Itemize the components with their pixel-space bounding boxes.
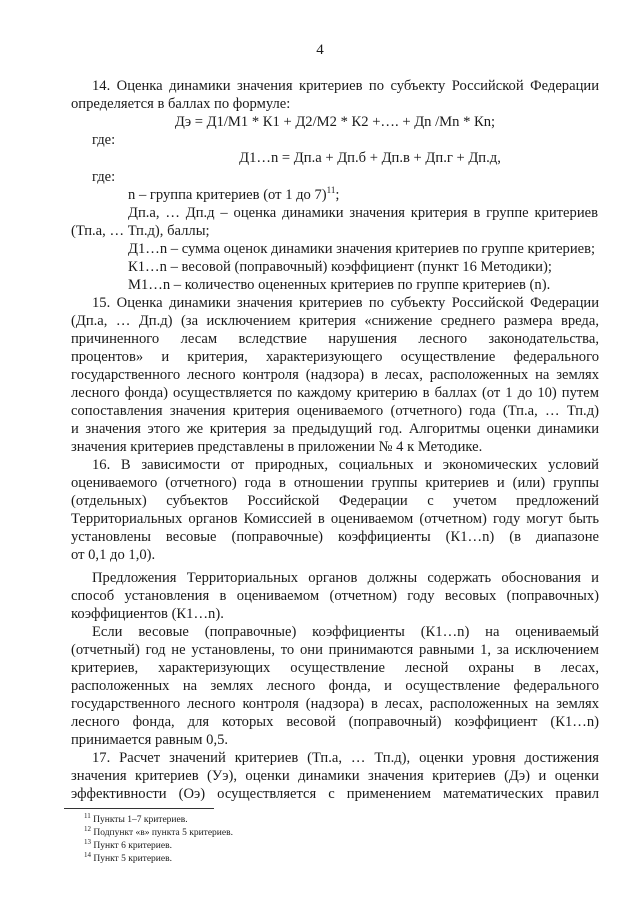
definition-d-pa-cont: (Тп.а, … Тп.д), баллы; bbox=[71, 223, 210, 239]
p15-line-9: значения критериев представлены в приложении № 4 к Методике. bbox=[71, 439, 483, 455]
p16b-line-1: Предложения Территориальных органов должны содержать обоснования и bbox=[92, 570, 599, 586]
p14-line-1: 14. Оценка динамики значения критериев по субъекту Российской Федерации bbox=[92, 78, 599, 94]
footnote-14: $^{14}$ Пункт 5 критериев. bbox=[84, 850, 172, 864]
p16c-line-4: расположенных на землях лесного фонда, и осуществление федерального bbox=[71, 678, 599, 694]
p16-line-4: Территориальных органов Комиссией в оцениваемом (отчетном) году могут быть bbox=[71, 511, 599, 527]
definition-d-pa: Дп.а, … Дп.д – оценка динамики значения критерия в группе критериев bbox=[128, 205, 598, 221]
p16-line-6: от 0,1 до 1,0). bbox=[71, 547, 156, 563]
p15-line-5: государственного лесного контроля (надзора) в лесах, расположенных на землях bbox=[71, 367, 599, 383]
p16c-line-3: критериев, характеризующих осуществление лесной охраны в лесах, bbox=[71, 660, 599, 676]
definition-d-sum: Д1…n – сумма оценок динамики значения критериев по группе критериев; bbox=[128, 241, 596, 257]
p16-line-2: оцениваемого (отчетного) года в отношении группы критериев и (или) группы bbox=[71, 475, 599, 491]
footnote-13: $^{13}$ Пункт 6 критериев. bbox=[84, 837, 172, 851]
p16c-line-2: (отчетный) год не установлены, то они принимаются равными 1, за исключением bbox=[71, 642, 599, 658]
footnote-11: $^{11}$ Пункты 1–7 критериев. bbox=[84, 811, 188, 825]
p16c-line-7: принимается равным 0,5. bbox=[71, 732, 229, 748]
p16-line-3: (отдельных) субъектов Российской Федерации с учетом предложений bbox=[71, 493, 599, 509]
p15-line-2: (Дп.а, … Дп.д) (за исключением критерия «снижение среднего размера вреда, bbox=[71, 313, 599, 329]
p15-line-4: процентов» и критерия, характеризующего осуществление федерального bbox=[71, 349, 599, 365]
definition-m: М1…n – количество оцененных критериев по группе критериев (n). bbox=[128, 277, 551, 293]
p15-line-3: причиненного лесам вследствие нарушения лесного законодательства, bbox=[71, 331, 599, 347]
p16-line-1: 16. В зависимости от природных, социальных и экономических условий bbox=[92, 457, 599, 473]
p17-line-1: 17. Расчет значений критериев (Тп.а, … Тп.д), оценки уровня достижения bbox=[92, 750, 599, 766]
p17-line-2: значения критериев (Уэ), оценки динамики значения критериев (Дэ) и оценки bbox=[71, 768, 599, 784]
definition-n: n – группа критериев (от 1 до 7)$^{11}$; bbox=[128, 185, 340, 203]
where-label-2: где: bbox=[92, 169, 116, 185]
p15-line-7: сопоставления значения критерия оцениваемого (отчетного) года (Тп.а, … Тп.д) bbox=[71, 403, 599, 419]
p16-line-5: установлены весовые (поправочные) коэффициенты (К1…n) (в диапазоне bbox=[71, 529, 599, 545]
footnote-12: $^{12}$ Подпункт «в» пункта 5 критериев. bbox=[84, 824, 233, 838]
footnote-separator bbox=[64, 808, 214, 809]
p15-line-8: и значения этого же критерия за предыдущий год. Алгоритмы оценки динамики bbox=[71, 421, 599, 437]
p16c-line-1: Если весовые (поправочные) коэффициенты (К1…n) на оцениваемый bbox=[92, 624, 599, 640]
p16b-line-3: коэффициентов (К1…n). bbox=[71, 606, 224, 622]
footnote-ref-11: 11 bbox=[326, 185, 336, 196]
p15-line-6: лесного фонда) осуществляется по каждому критерию в баллах (от 1 до 10) путем bbox=[71, 385, 599, 401]
page-number: 4 bbox=[316, 42, 324, 58]
p16c-line-5: государственного лесного контроля (надзора) в лесах, расположенных на землях bbox=[71, 696, 599, 712]
p15-line-1: 15. Оценка динамики значения критериев по субъекту Российской Федерации bbox=[92, 295, 599, 311]
p16c-line-6: лесного фонда, для которых весовой (поправочный) коэффициент (К1…n) bbox=[71, 714, 599, 730]
definition-k: К1…n – весовой (поправочный) коэффициент (пункт 16 Методики); bbox=[128, 259, 552, 275]
formula-sum: Д1…n = Дп.а + Дп.б + Дп.в + Дп.г + Дп.д, bbox=[239, 150, 501, 166]
formula-main: Дэ = Д1/М1 * К1 + Д2/М2 * К2 +…. + Дn /Мn * Кn; bbox=[174, 114, 496, 130]
p16b-line-2: способ установления в оцениваемом (отчетном) году весовых (поправочных) bbox=[71, 588, 599, 604]
p17-line-3: эффективности (Оэ) осуществляется с применением математических правил bbox=[71, 786, 599, 802]
p14-line-2: определяется в баллах по формуле: bbox=[71, 96, 291, 112]
where-label-1: где: bbox=[92, 132, 116, 148]
